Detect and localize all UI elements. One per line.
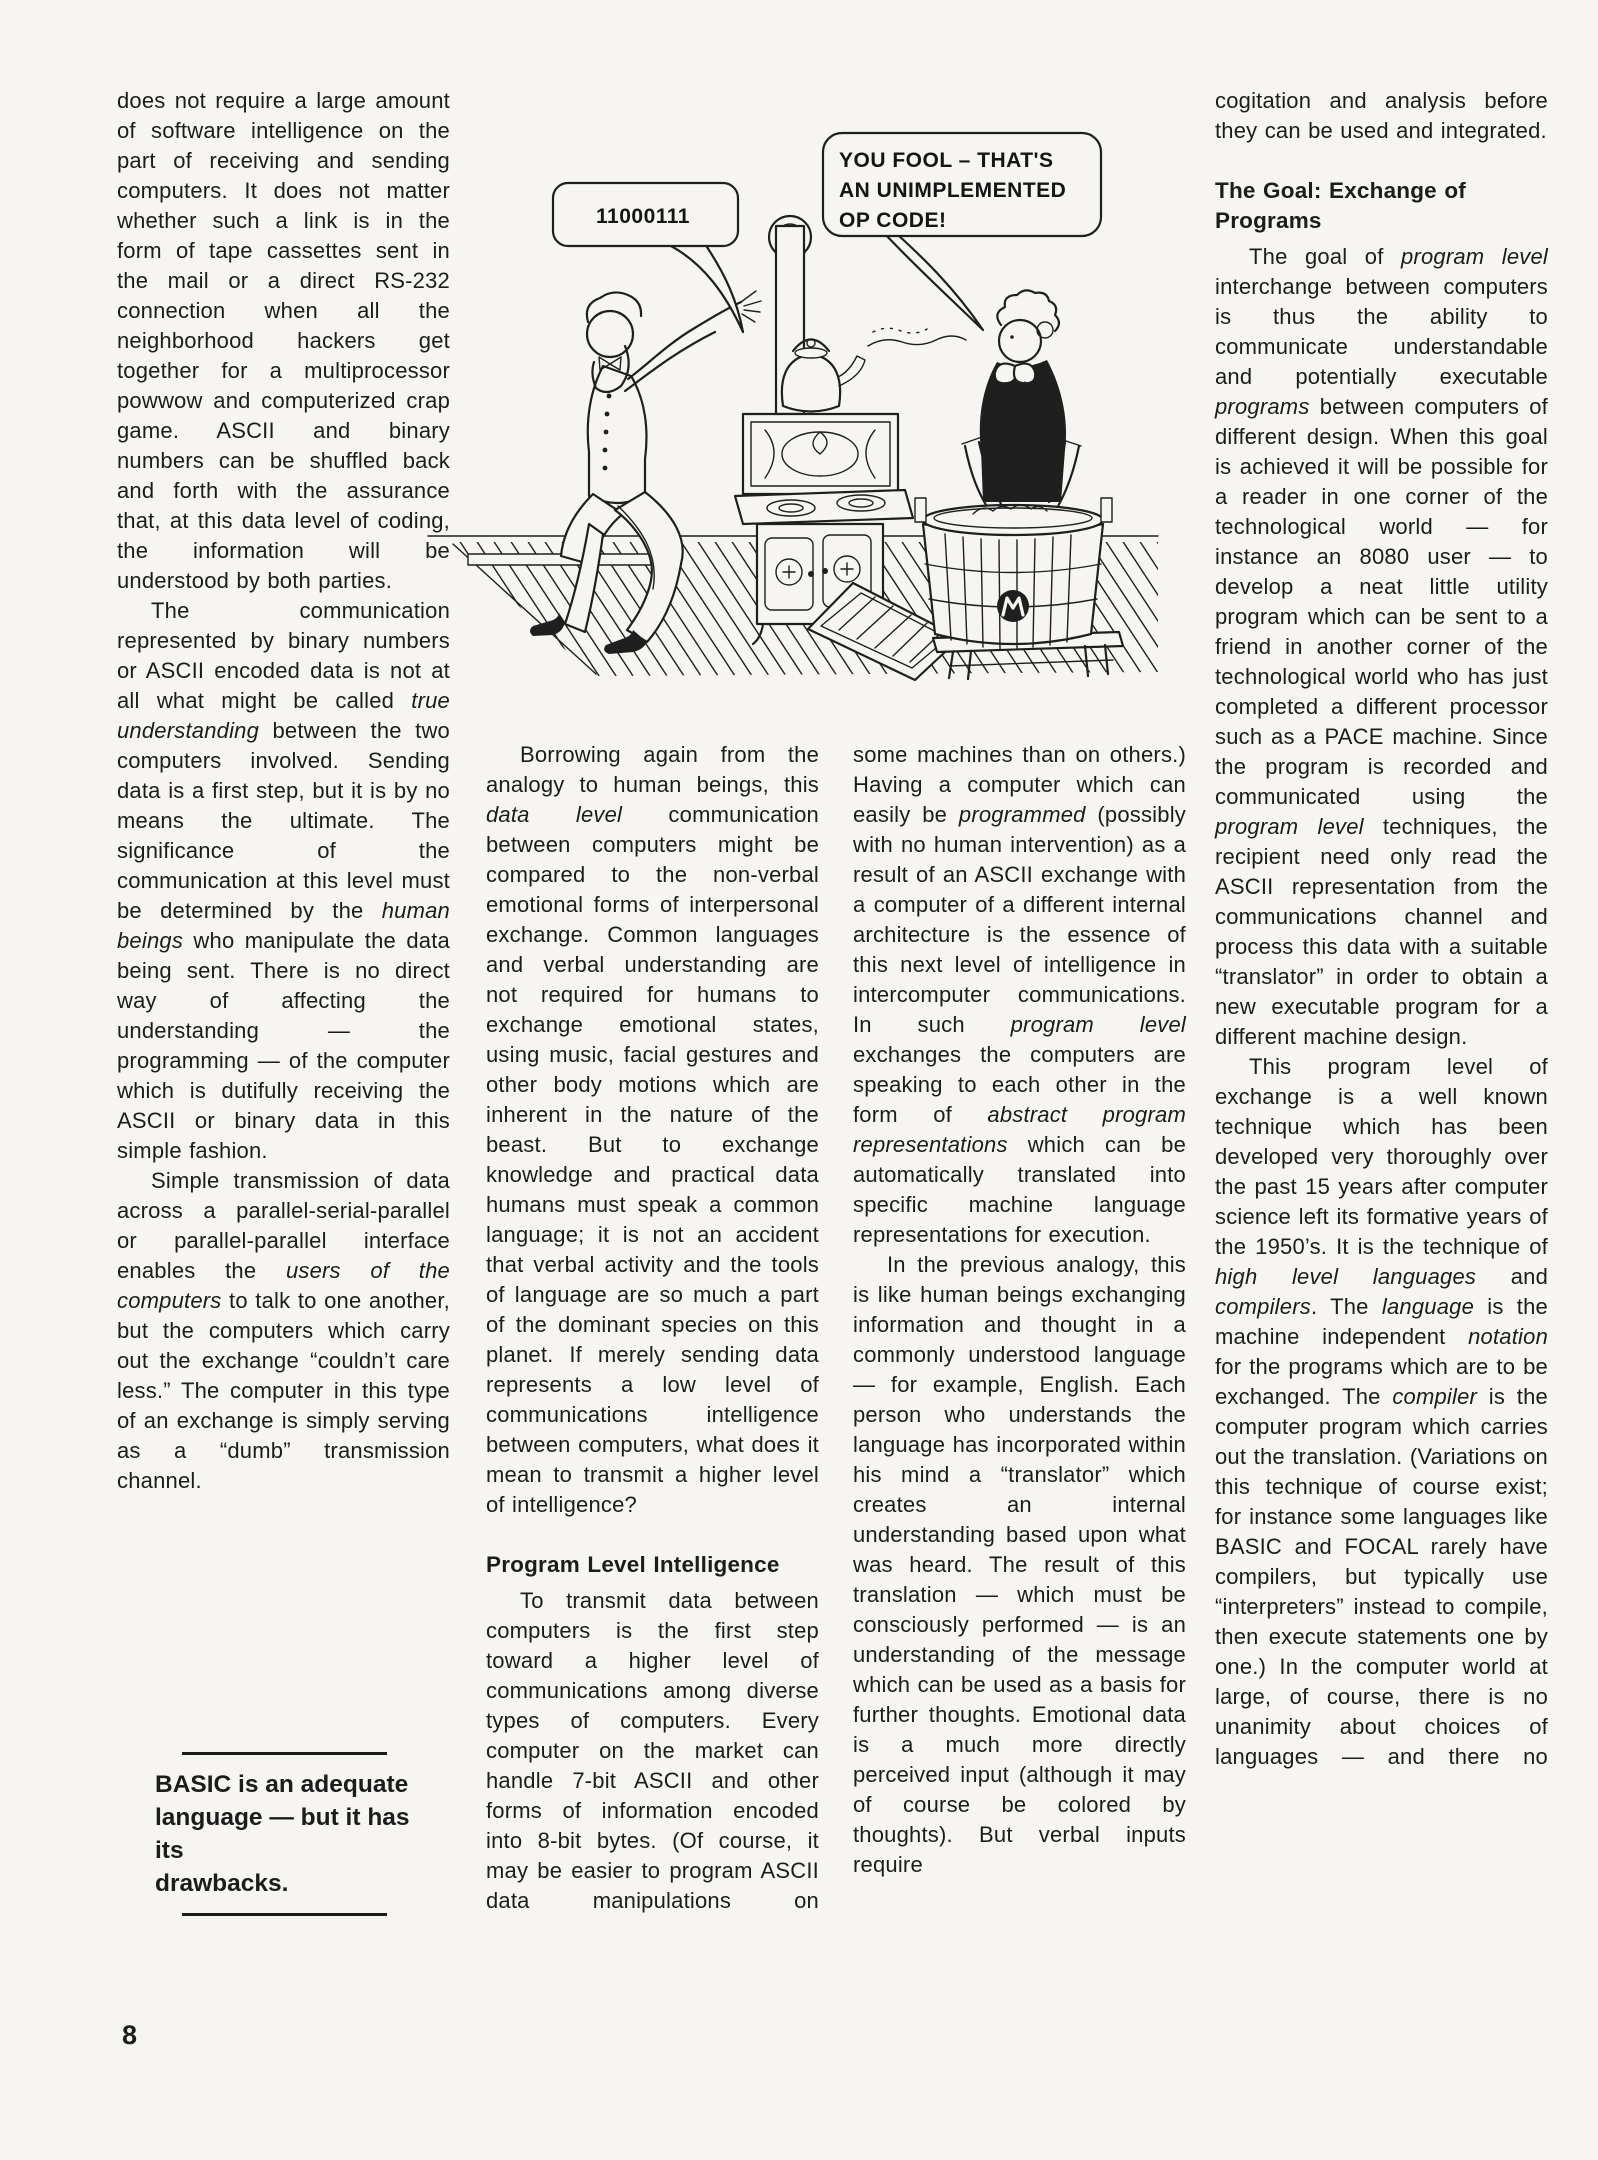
- paragraph: The goal of program level interchange between computers is thus the ability to communicate understandable and potentially executable programs between computers of different design. When this goal is achieved it will be possible for a reader in one corner of the technological world — for instance an 8080 user — to develop a neat little utility program which can be sent to a friend in another corner of the technological world who has just completed a different processor such as a PACE machine. Since the program is recorded and communicated using the program level techniques, the recipient need only read the ASCII representation from the communications channel and process this data with a suitable “translator” in order to obtain a new executable program for a different machine design.: [1215, 244, 1548, 1049]
- pull-quote-text: BASIC is an adequate language — but it has its drawbacks.: [155, 1771, 410, 1897]
- pull-quote: [150, 1752, 432, 1916]
- motorola-logo: [997, 590, 1029, 622]
- paragraph: does not require a large amount of software intelligence on the part of receiving and sending computers. It does not matter whether such a link is in the form of tape cassettes sent in the mail or a direct RS-232 connection when all the neighborhood hackers get together for a multiprocessor powwow and computerized crap game. ASCII and binary numbers can be shuffled back and forth with the assurance that, at this data level of coding, the information will be understood by both parties.: [117, 88, 450, 593]
- speech-bubble-right: [823, 133, 1101, 330]
- pull-quote-rule-bottom: [182, 1913, 387, 1916]
- man-figure: [530, 291, 761, 654]
- text-column-3: [853, 740, 1186, 1880]
- text-column-2: [486, 740, 819, 1916]
- paragraph: This program level of exchange is a well known technique which has been developed very thoroughly over the past 15 years after computer science left its formative years of the 1950’s. It is the technique of high level languages and compilers. The language is the machine independent notation for the programs which are to be exchanged. The compiler is the computer program which carries out the translation. (Variations on this technique of course exist; for instance some languages like BASIC and FOCAL rarely have compilers, but typically use “interpreters” instead to compile, then execute statements one by one.) In the computer world at large, of course, there is no unanimity about choices of languages — and there no: [1215, 1054, 1548, 1769]
- section-heading: Program Level Intelligence: [486, 1552, 780, 1577]
- woman-figure: [962, 290, 1081, 510]
- page-number: 8: [122, 2020, 138, 2050]
- paragraph: To transmit data between computers is the first step toward a higher level of communications among diverse types of computers. Every computer on the market can handle 7-bit ASCII and other forms of information encoded into 8-bit bytes. (Of course, it may be easier to program ASCII data manipulations on: [486, 1588, 819, 1913]
- kettle: [782, 339, 865, 412]
- steam: [868, 328, 966, 346]
- section-heading: The Goal: Exchange of Programs: [1215, 178, 1466, 233]
- pull-quote-rule-top: [182, 1752, 387, 1755]
- cartoon-illustration: [413, 94, 1165, 686]
- paragraph: Borrowing again from the analogy to human beings, this data level communication between computers might be compared to the non-verbal emotional forms of interpersonal exchange. Common languages and verbal understanding are not required for humans to exchange emotional states, using music, facial gestures and other body motions which are inherent in the nature of the beast. But to exchange knowledge and practical data humans must speak a common language; it is not an accident that verbal activity and the tools of language are so much a part of the dominant species on this planet. If merely sending data represents a low level of communications intelligence between computers, what does it mean to transmit a higher level of intelligence?: [486, 742, 819, 1517]
- paragraph: Simple transmission of data across a parallel-serial-parallel or parallel-parallel interface enables the users of the computers to talk to one another, but the computers which carry out the exchange “couldn’t care less.” The computer in this type of an exchange is simply serving as a “dumb” transmission channel.: [117, 1168, 450, 1493]
- text-column-1: [117, 86, 450, 1496]
- paragraph: some machines than on others.) Having a computer which can easily be programmed (possibly with no human intervention) as a result of an ASCII exchange with a computer of a different internal architecture is the essence of this next level of intelligence in intercomputer communications. In such program level exchanges the computers are speaking to each other in the form of abstract program representations which can be automatically translated into specific machine language representations for execution.: [853, 742, 1186, 1247]
- speech-bubble-left: [553, 183, 743, 332]
- bubble-left-text: 11000111: [596, 205, 690, 228]
- paragraph: The communication represented by binary numbers or ASCII encoded data is not at all what might be called true understanding between the two computers involved. Sending data is a first step, but it is by no means the ultimate. The significance of the communication at this level must be determined by the human beings who manipulate the data being sent. There is no direct way of affecting the understanding — the programming — of the computer which is dutifully receiving the ASCII or binary data in this simple fashion.: [117, 598, 450, 1163]
- bubble-right-line-1: YOU FOOL – THAT'S: [839, 149, 1054, 172]
- bubble-right-line-2: AN UNIMPLEMENTED: [839, 179, 1067, 202]
- paragraph: In the previous analogy, this is like human beings exchanging information and thought in a commonly understood language — for example, English. Each person who understands the language has incorporated within his mind a “translator” which creates an internal understanding based upon what was heard. The result of this translation — which must be consciously performed — is an understanding of the message which can be used as a basis for further thoughts. Emotional data is a much more directly perceived input (although it may of course be colored by thoughts). But verbal inputs require: [853, 1252, 1186, 1877]
- cartoon-svg: [413, 94, 1165, 686]
- bubble-right-line-3: OP CODE!: [839, 209, 947, 232]
- washtub: [915, 498, 1112, 649]
- paragraph: cogitation and analysis before they can be used and integrated.: [1215, 88, 1548, 143]
- text-column-4: [1215, 86, 1548, 1772]
